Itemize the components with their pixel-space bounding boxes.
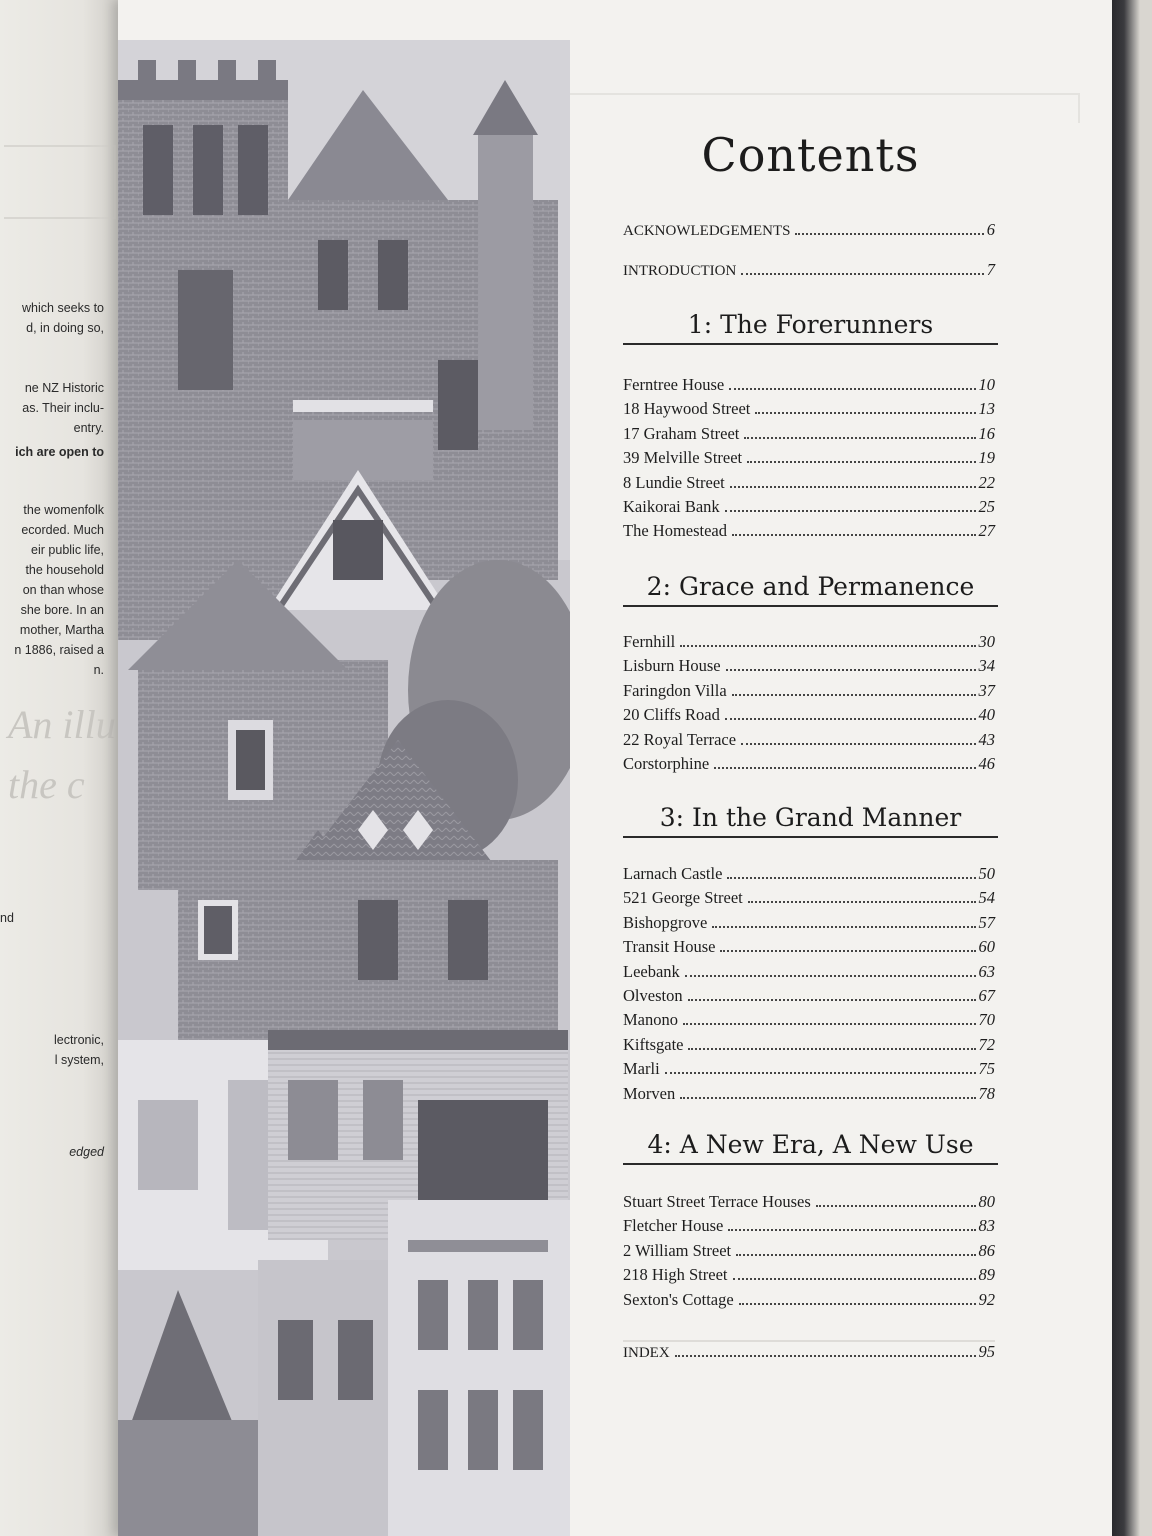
toc-entry <box>623 1241 995 1265</box>
leader-dots <box>732 694 976 696</box>
leader-dots <box>683 1023 976 1025</box>
section-entry-list <box>623 1192 995 1314</box>
toc-entry <box>623 864 995 888</box>
toc-entry <box>623 913 995 937</box>
entry-page: 75 <box>978 1059 995 1079</box>
section-heading: 3: In the Grand Manner <box>623 803 998 838</box>
facing-page-line: she bore. In an <box>20 603 104 617</box>
toc-entry <box>623 1192 995 1216</box>
toc-entry <box>623 473 995 497</box>
entry-page: 22 <box>978 472 995 492</box>
leader-dots <box>725 510 976 512</box>
toc-entry <box>623 220 995 244</box>
entry-page: 7 <box>986 260 995 280</box>
leader-dots <box>680 1097 975 1099</box>
toc-entry <box>623 888 995 912</box>
toc-entry <box>623 986 995 1010</box>
toc-entry <box>623 424 995 448</box>
toc-entry <box>623 681 995 705</box>
facing-page-ghost-heading: An illu <box>8 702 116 747</box>
toc-entry <box>623 448 995 472</box>
contents-page <box>118 0 1112 1536</box>
entry-page: 92 <box>978 1289 995 1309</box>
entry-title: 18 Haywood Street <box>623 399 751 419</box>
leader-dots <box>744 437 975 439</box>
ghost-frame <box>4 145 116 219</box>
facing-page-line: ecorded. Much <box>21 523 104 537</box>
entry-page: 57 <box>978 912 995 932</box>
entry-page: 89 <box>978 1265 995 1285</box>
facing-page-line: d, in doing so, <box>26 321 104 335</box>
toc-entry <box>623 1084 995 1108</box>
entry-title: 22 Royal Terrace <box>623 729 737 749</box>
entry-title: Ferntree House <box>623 375 725 394</box>
toc-entry <box>623 260 995 284</box>
entry-title: The Homestead <box>623 521 728 541</box>
toc-entry <box>623 1035 995 1059</box>
entry-title: Kiftsgate <box>623 1034 684 1054</box>
leader-dots <box>680 645 975 647</box>
back-matter-list <box>623 1340 995 1366</box>
toc-entry <box>623 705 995 729</box>
entry-title: INDEX <box>623 1345 670 1361</box>
toc-entry <box>623 1059 995 1083</box>
leader-dots <box>748 901 976 903</box>
entry-page: 80 <box>978 1192 995 1211</box>
entry-page: 27 <box>978 521 995 541</box>
toc-entry <box>623 656 995 680</box>
toc-entry <box>623 1342 995 1366</box>
entry-title: 17 Graham Street <box>623 423 740 443</box>
entry-page: 25 <box>978 496 995 516</box>
entry-page: 34 <box>978 656 995 676</box>
entry-title: 521 George Street <box>623 888 743 908</box>
entry-page: 83 <box>978 1216 995 1236</box>
facing-page-line: which seeks to <box>22 301 104 315</box>
entry-page: 10 <box>978 375 995 394</box>
entry-title: Faringdon Villa <box>623 680 727 700</box>
entry-page: 13 <box>978 399 995 419</box>
entry-title: Morven <box>623 1083 676 1103</box>
leader-dots <box>741 743 975 745</box>
toc-entry <box>623 1290 995 1314</box>
facing-page-line: as. Their inclu- <box>22 401 104 415</box>
leader-dots <box>712 926 975 928</box>
entry-page: 72 <box>978 1034 995 1054</box>
leader-dots <box>741 273 983 275</box>
facing-page-line: ich are open to <box>15 445 104 459</box>
entry-title: Transit House <box>623 937 716 957</box>
leader-dots <box>733 1278 976 1280</box>
entry-title: 20 Cliffs Road <box>623 705 720 725</box>
entry-page: 16 <box>978 423 995 443</box>
entry-page: 86 <box>978 1240 995 1260</box>
toc-entry <box>623 754 995 778</box>
front-matter-list <box>623 220 995 285</box>
leader-dots <box>727 877 975 879</box>
toc-entry <box>623 937 995 961</box>
facing-page <box>0 0 118 1536</box>
entry-page: 50 <box>978 864 995 883</box>
house-collage-image <box>118 40 570 1536</box>
toc-entry <box>623 632 995 656</box>
facing-page-line: the womenfolk <box>23 503 104 517</box>
entry-page: 60 <box>978 937 995 957</box>
leader-dots <box>728 1229 975 1231</box>
entry-page: 78 <box>978 1083 995 1103</box>
facing-page-line: l system, <box>54 1053 104 1067</box>
entry-page: 54 <box>978 888 995 908</box>
leader-dots <box>726 669 976 671</box>
leader-dots <box>675 1355 976 1357</box>
leader-dots <box>725 718 976 720</box>
entry-title: Olveston <box>623 985 683 1005</box>
page-title: Contents <box>701 128 920 182</box>
facing-page-line: n. <box>93 663 104 677</box>
section-entry-list <box>623 632 995 778</box>
entry-page: 46 <box>978 753 995 773</box>
facing-page-line: entry. <box>73 421 104 435</box>
entry-title: Sexton's Cottage <box>623 1289 734 1309</box>
entry-page: 95 <box>978 1342 995 1361</box>
leader-dots <box>736 1254 975 1256</box>
leader-dots <box>688 999 976 1001</box>
toc-entry <box>623 399 995 423</box>
toc-entry <box>623 497 995 521</box>
leader-dots <box>795 233 983 235</box>
entry-title: Fletcher House <box>623 1216 724 1236</box>
facing-page-line: n 1886, raised a <box>14 643 104 657</box>
section-heading: 1: The Forerunners <box>623 310 998 345</box>
leader-dots <box>732 534 975 536</box>
entry-page: 40 <box>978 705 995 725</box>
facing-page-line: eir public life, <box>31 543 104 557</box>
page-edge <box>1112 0 1152 1536</box>
facing-page-line: nd <box>0 911 14 925</box>
entry-page: 30 <box>978 632 995 651</box>
section-heading: 4: A New Era, A New Use <box>623 1130 998 1165</box>
facing-page-line: on than whose <box>22 583 104 597</box>
entry-title: Leebank <box>623 961 680 981</box>
entry-title: Corstorphine <box>623 753 710 773</box>
toc-entry <box>623 375 995 399</box>
toc-entry <box>623 962 995 986</box>
entry-title: Lisburn House <box>623 656 721 676</box>
entry-page: 19 <box>978 448 995 468</box>
entry-page: 70 <box>978 1010 995 1030</box>
leader-dots <box>714 767 975 769</box>
leader-dots <box>688 1048 975 1050</box>
entry-title: Larnach Castle <box>623 864 723 883</box>
facing-page-line: the household <box>25 563 104 577</box>
facing-page-ghost-heading: the c <box>8 762 85 807</box>
entry-title: Manono <box>623 1010 678 1030</box>
entry-title: Stuart Street Terrace Houses <box>623 1192 811 1211</box>
toc-entry <box>623 730 995 754</box>
section-heading: 2: Grace and Permanence <box>623 572 998 607</box>
section-entry-list <box>623 375 995 546</box>
entry-title: 8 Lundie Street <box>623 472 725 492</box>
toc-entry <box>623 1265 995 1289</box>
leader-dots <box>816 1205 976 1207</box>
entry-title: Kaikorai Bank <box>623 496 720 516</box>
facing-page-line: mother, Martha <box>19 623 104 637</box>
section-entry-list <box>623 864 995 1108</box>
leader-dots <box>730 486 976 488</box>
entry-title: 39 Melville Street <box>623 448 743 468</box>
entry-title: Marli <box>623 1059 660 1079</box>
leader-dots <box>729 388 975 390</box>
facing-page-line: lectronic, <box>53 1033 104 1047</box>
entry-page: 67 <box>978 985 995 1005</box>
toc-entry <box>623 1216 995 1240</box>
entry-title: INTRODUCTION <box>623 263 737 280</box>
entry-page: 43 <box>978 729 995 749</box>
toc-entry <box>623 1010 995 1034</box>
entry-page: 6 <box>986 220 995 239</box>
entry-title: ACKNOWLEDGEMENTS <box>623 223 791 239</box>
toc-entry <box>623 521 995 545</box>
entry-page: 37 <box>978 680 995 700</box>
leader-dots <box>747 461 975 463</box>
leader-dots <box>720 950 975 952</box>
facing-page-line: edged <box>69 1145 104 1159</box>
entry-title: 218 High Street <box>623 1265 728 1285</box>
entry-page: 63 <box>978 961 995 981</box>
leader-dots <box>665 1072 976 1074</box>
entry-title: 2 William Street <box>623 1240 732 1260</box>
leader-dots <box>739 1303 976 1305</box>
leader-dots <box>755 412 975 414</box>
leader-dots <box>685 975 976 977</box>
facing-page-line: ne NZ Historic <box>24 381 104 395</box>
entry-title: Bishopgrove <box>623 912 708 932</box>
entry-title: Fernhill <box>623 632 676 651</box>
